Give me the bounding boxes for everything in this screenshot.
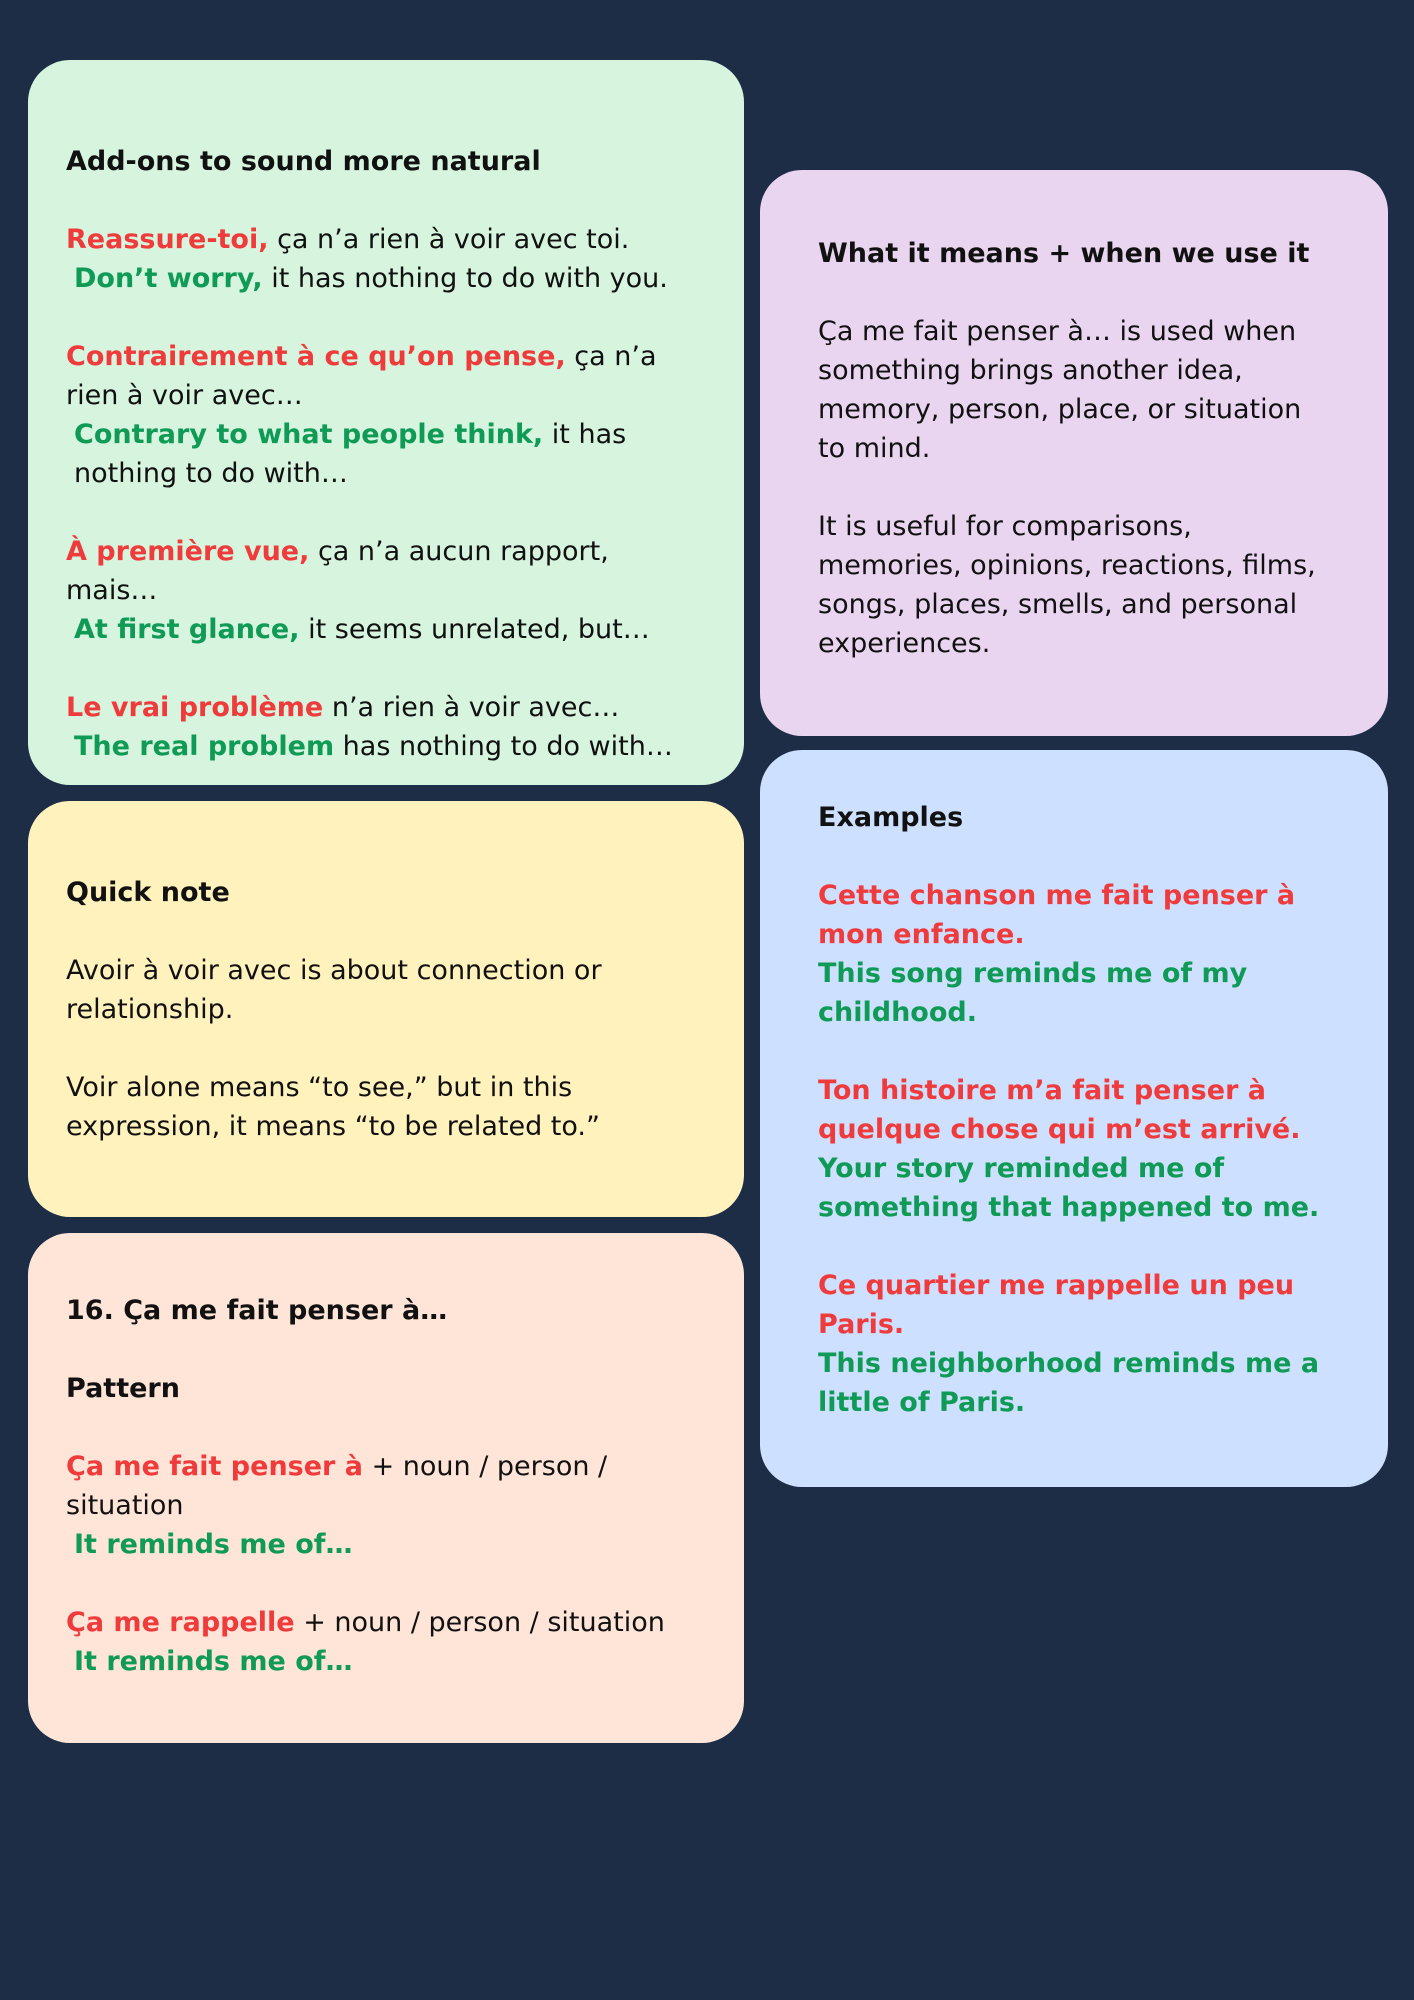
example-french: Ce quartier me rappelle un peu Paris. [818, 1270, 1295, 1340]
english-phrase: Don’t worry, [74, 263, 263, 294]
pattern-item [66, 1603, 706, 1681]
addons-title: Add-ons to sound more natural [66, 146, 541, 177]
meaning-card [760, 170, 1388, 736]
french-phrase: À première vue, [66, 536, 310, 567]
pattern-rest: + noun / person / situation [66, 1451, 608, 1521]
example-english: Your story reminded me of something that happened to me. [818, 1153, 1320, 1223]
addons-card [28, 60, 744, 785]
english-rest: it seems unrelated, but… [299, 614, 650, 645]
addons-item [66, 220, 706, 298]
addons-item [66, 532, 706, 649]
quick-note-title: Quick note [66, 877, 230, 908]
example-item [818, 1071, 1330, 1227]
examples-title: Examples [818, 802, 964, 833]
example-english: This neighborhood reminds me a little of Paris. [818, 1348, 1320, 1418]
quick-note-paragraph: Voir alone means “to see,” but in this expression, it means “to be related to.” [66, 1072, 600, 1142]
quick-note-paragraph: Avoir à voir avec is about connection or relationship. [66, 955, 602, 1025]
french-phrase: Ça me rappelle [66, 1607, 295, 1638]
french-phrase: Ça me fait penser à [66, 1451, 363, 1482]
addons-item [66, 688, 706, 766]
meaning-paragraph: It is useful for comparisons, memories, opinions, reactions, films, songs, places, smells, and personal experiences. [818, 511, 1316, 659]
french-phrase: Reassure-toi, [66, 224, 269, 255]
french-rest: ça n’a aucun rapport, mais… [66, 536, 609, 606]
french-rest: n’a rien à voir avec… [323, 692, 620, 723]
english-rest: it has nothing to do with you. [262, 263, 668, 294]
quick-note-card [28, 801, 744, 1217]
english-phrase: At first glance, [74, 614, 300, 645]
example-french: Ton histoire m’a fait penser à quelque chose qui m’est arrivé. [818, 1075, 1301, 1145]
pattern-item [66, 1447, 706, 1564]
example-item [818, 1266, 1330, 1422]
pattern-rest: + noun / person / situation [294, 1607, 665, 1638]
french-phrase: Le vrai problème [66, 692, 324, 723]
meaning-title: What it means + when we use it [818, 238, 1310, 269]
pattern-subtitle: Pattern [66, 1373, 180, 1404]
example-item [818, 876, 1330, 1032]
english-rest: has nothing to do with… [334, 731, 673, 762]
addons-item [66, 337, 706, 493]
french-rest: ça n’a rien à voir avec toi. [268, 224, 630, 255]
examples-card [760, 750, 1388, 1487]
english-phrase: Contrary to what people think, [74, 419, 544, 450]
pattern-card [28, 1233, 744, 1743]
french-rest: ça n’a rien à voir avec… [66, 341, 657, 411]
english-phrase: It reminds me of… [74, 1529, 353, 1560]
example-english: This song reminds me of my childhood. [818, 958, 1248, 1028]
english-rest: it has nothing to do with… [74, 419, 627, 489]
pattern-title: 16. Ça me fait penser à… [66, 1295, 448, 1326]
example-french: Cette chanson me fait penser à mon enfance. [818, 880, 1296, 950]
meaning-paragraph: Ça me fait penser à… is used when something brings another idea, memory, person, place, or situation to mind. [818, 316, 1302, 464]
english-phrase: The real problem [74, 731, 335, 762]
french-phrase: Contrairement à ce qu’on pense, [66, 341, 566, 372]
english-phrase: It reminds me of… [74, 1646, 353, 1677]
